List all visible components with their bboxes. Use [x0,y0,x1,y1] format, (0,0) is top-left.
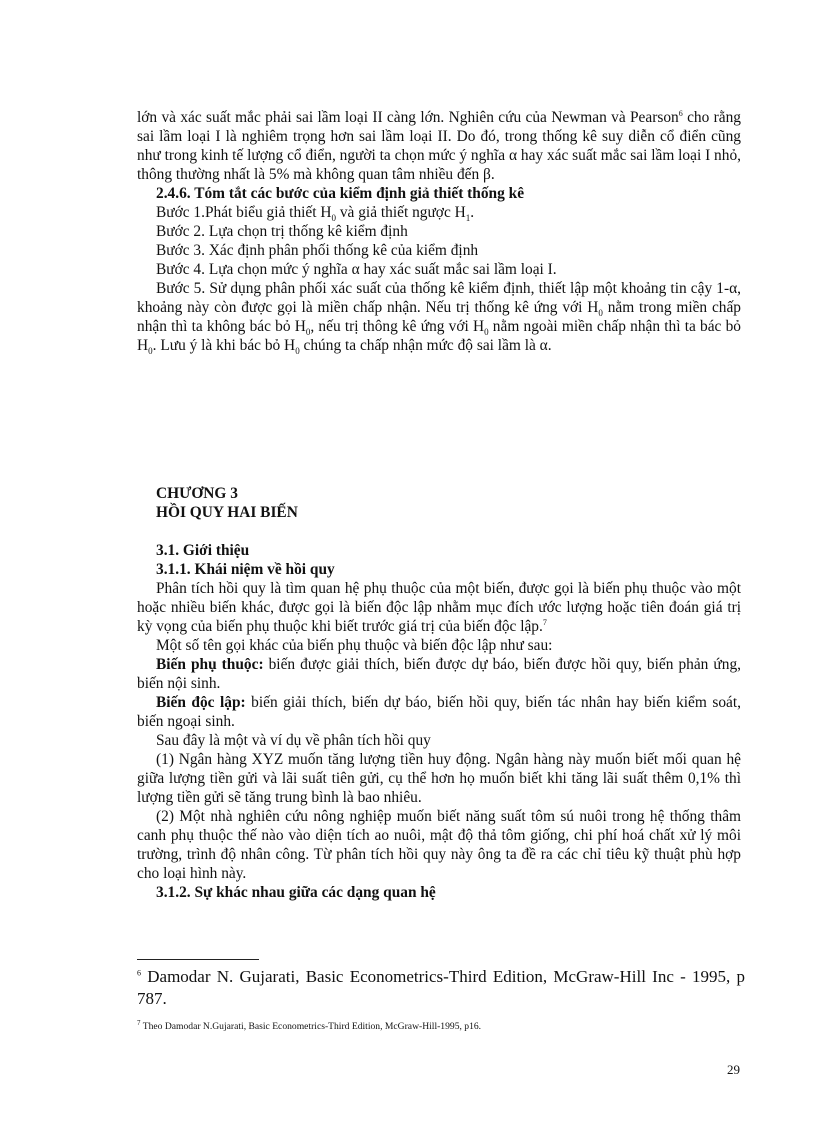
independent-variable-paragraph: Biến độc lập: biến giải thích, biến dự báo, biến hồi quy, biến tác nhân hay biến kiểm soát, biến ngoại sinh. [137,694,741,730]
regression-definition-paragraph: Phân tích hồi quy là tìm quan hệ phụ thuộc của một biến, được gọi là biến phụ thuộc vào một hoặc nhiều biến khác, được gọi là biến độc lập nhằm mục đích ước lượng hoặc tiên đoán giá trị kỳ vọng của biến phụ thuộc khi biết trước giá trị của biến độc lập.$^7$ [137,580,741,635]
chapter-title: HỒI QUY HAI BIẾN [156,504,298,521]
footnote-ref-7[interactable]: 7 [542,617,547,627]
footnote-6: $^6$ Damodar N. Gujarati, Basic Econometrics-Third Edition, McGraw-Hill Inc - 1995, p 787. [137,967,745,1008]
example-2-paragraph: (2) Một nhà nghiên cứu nông nghiệp muốn biết năng suất tôm sú nuôi trong hệ thống thâm canh phụ thuộc thế nào vào diện tích ao nuôi, mật độ thả tôm giống, chi phí hoá chất xử lý môi trường, trình độ nhân công. Từ phân tích hồi quy này ông ta đề ra các chỉ tiêu kỹ thuật phù hợp cho loại hình này. [137,808,741,882]
section-heading-3-1: 3.1. Giới thiệu [156,542,250,559]
footnote-separator [137,959,259,960]
intro-paragraph: lớn và xác suất mắc phải sai lầm loại II càng lớn. Nghiên cứu của Newman và Pearson$^6$ cho rằng sai lầm loại I là nghiêm trọng hơn sai lầm loại II. Do đó, trong thống kê suy diễn cổ điển cũng như trong kinh tế lượng cổ điển, người ta chọn mức ý nghĩa α hay xác suất mắc sai lầm loại I nhỏ, thông thường nhất là 5% mà không quan tâm nhiều đến β. [137,108,742,183]
step-4: Bước 4. Lựa chọn mức ý nghĩa α hay xác suất mắc sai lầm loại I. [156,261,557,278]
footnote-ref-6[interactable]: 6 [678,108,683,118]
step-1: Bước 1.Phát biểu giả thiết $H_0$ và giả thiết ngược $H_1$. [156,204,475,224]
footnote-7: $^7$ Theo Damodar N.Gujarati, Basic Econometrics-Third Edition, McGraw-Hill-1995, p16. [137,1018,482,1032]
section-heading-3-1-2: 3.1.2. Sự khác nhau giữa các dạng quan hệ [156,884,436,901]
alternative-names-paragraph: Một số tên gọi khác của biến phụ thuộc và biến độc lập như sau: [156,637,553,654]
section-heading-2-4-6: 2.4.6. Tóm tắt các bước của kiểm định giả thiết thống kê [156,185,525,202]
page-body [137,108,741,902]
example-1-paragraph: (1) Ngân hàng XYZ muốn tăng lượng tiền huy động. Ngân hàng này muốn biết mối quan hệ giữa lượng tiền gửi và lãi suất tiên gửi, cụ thể hơn họ muốn biết khi tăng lãi suất thêm 0,1% thì lượng tiền gửi sẽ tăng trung bình là bao nhiêu. [137,751,741,806]
chapter-heading [137,484,741,522]
section-heading-3-1-1: 3.1.1. Khái niệm về hồi quy [156,561,335,578]
chapter-number: CHƯƠNG 3 [156,485,238,502]
step-3: Bước 3. Xác định phân phối thống kê của kiểm định [156,242,479,259]
step-5: Bước 5. Sử dụng phân phối xác suất của thống kê kiểm định, thiết lập một khoảng tin cậy 1-α, khoảng này còn được gọi là miền chấp nhận. Nếu trị thống kê ứng với $H_0$ nằm trong miền chấp nhận thì ta không bác bỏ $H_0$, nếu trị thông kê ứng với $H_0$ nằm ngoài miền chấp nhận thì ta bác bỏ $H_0$. Lưu ý là khi bác bỏ $H_0$ chúng ta chấp nhận mức độ sai lầm là α. [137,280,742,357]
examples-intro-paragraph: Sau đây là một và ví dụ về phân tích hồi quy [156,732,431,749]
step-2: Bước 2. Lựa chọn trị thống kê kiểm định [156,223,408,240]
dependent-variable-paragraph: Biến phụ thuộc: biến được giải thích, biến được dự báo, biến được hồi quy, biến phản ứng, biến nội sinh. [137,656,741,692]
page-number: 29 [727,1062,740,1077]
